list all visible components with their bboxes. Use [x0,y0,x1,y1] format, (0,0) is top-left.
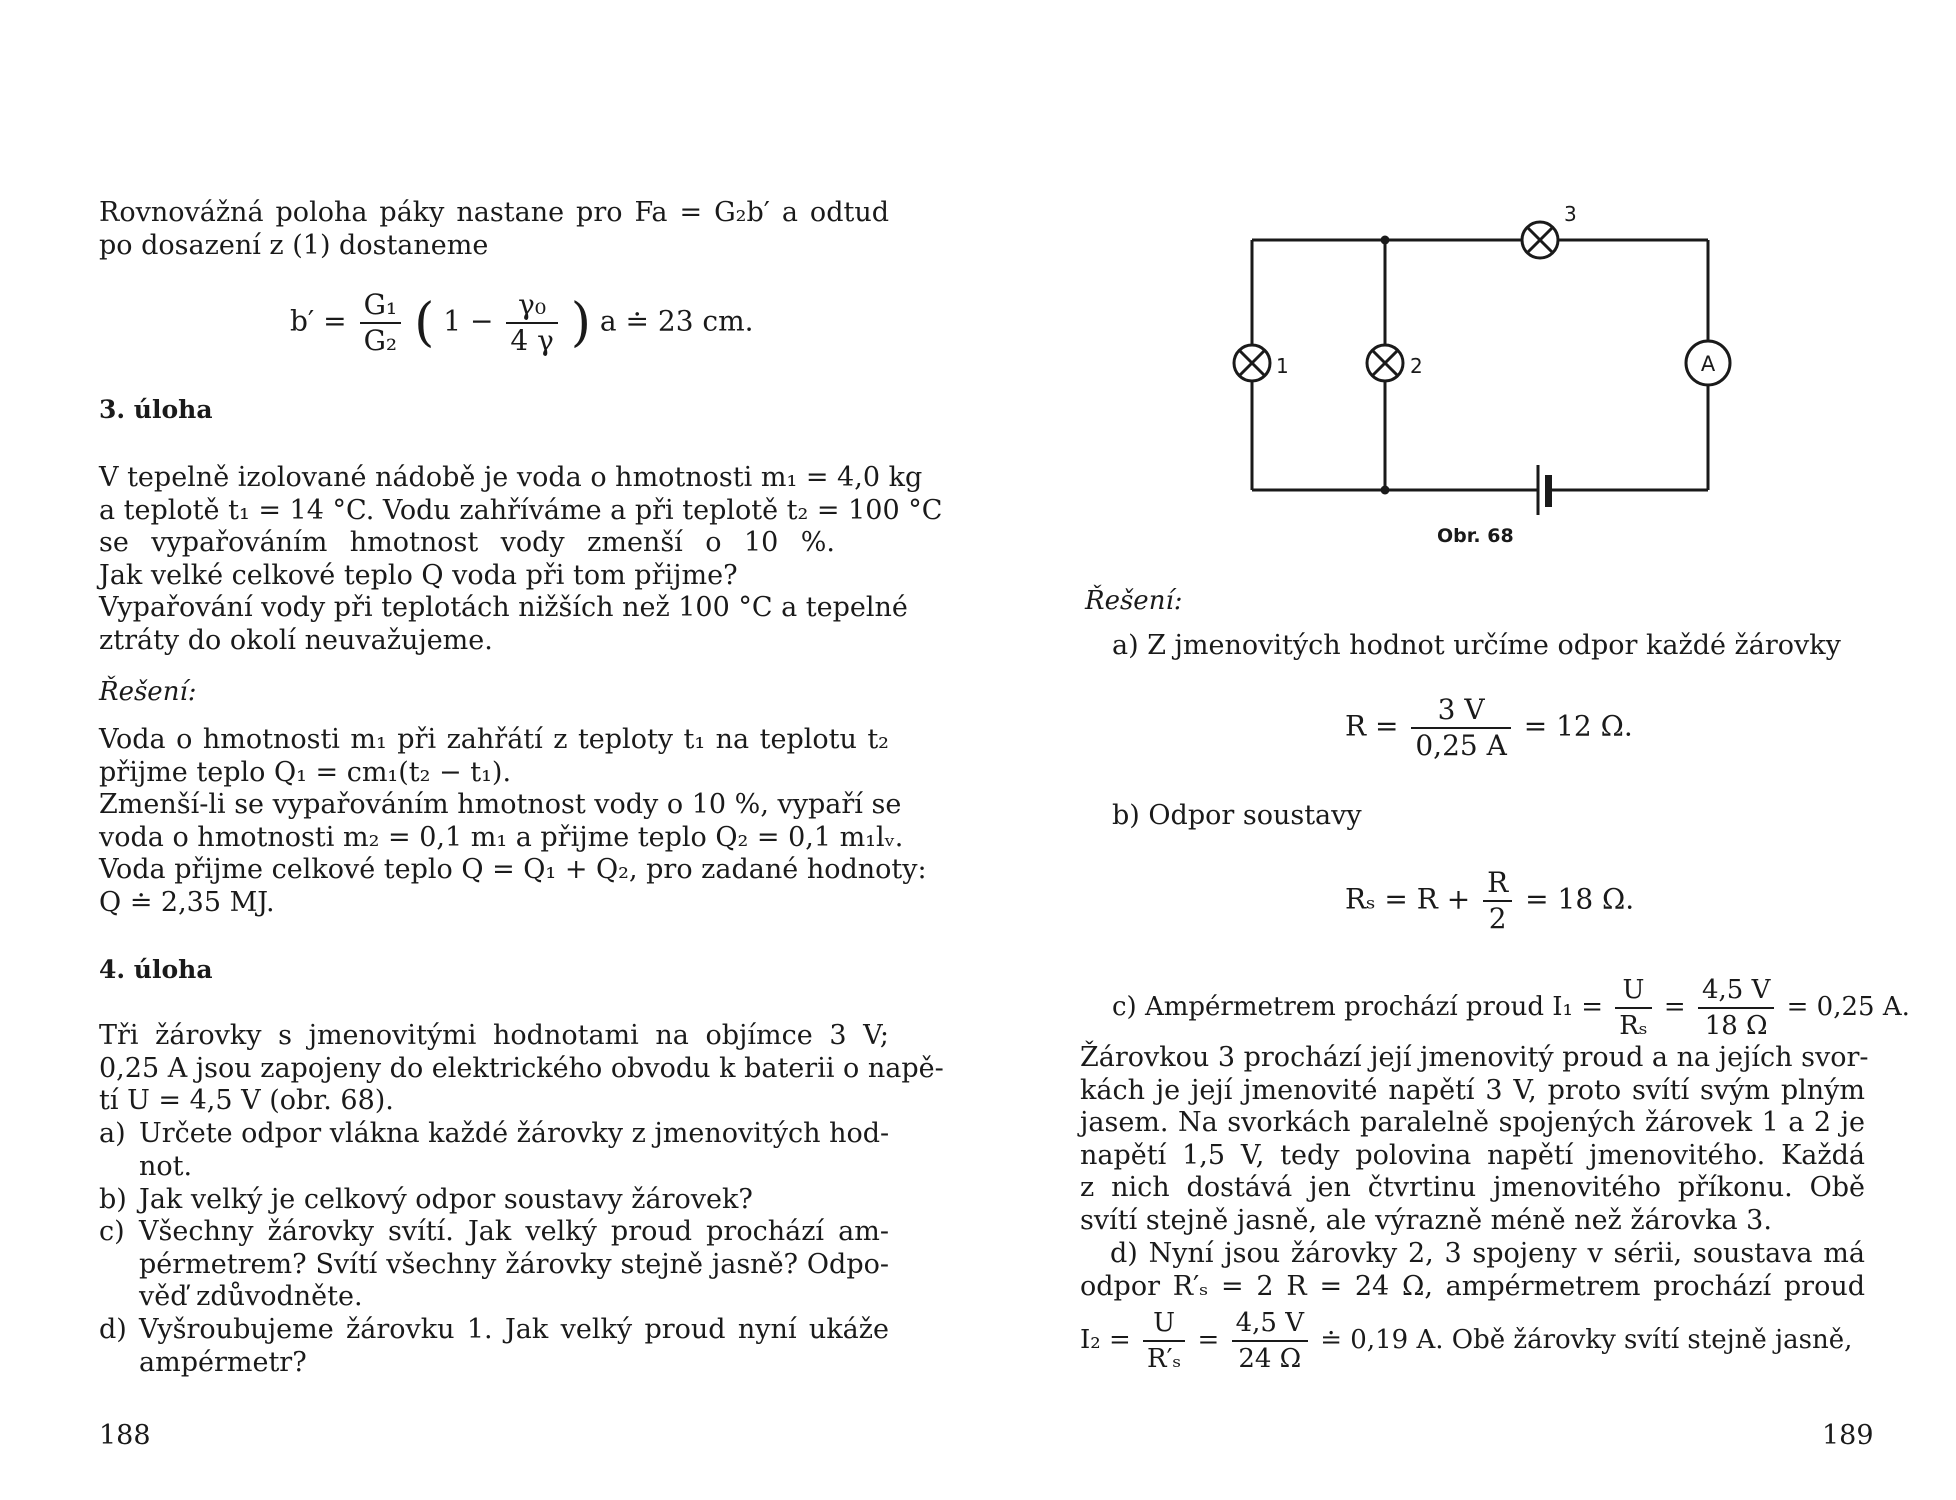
ammeter-label: A [1700,352,1716,376]
formula-lhs: Rₛ = R + [1345,882,1471,916]
question-label: b) [99,1184,127,1215]
question-line: not. [139,1150,193,1182]
reseni-label: Řešení: [99,677,197,707]
page-number-left: 188 [99,1420,151,1451]
task3-line: V tepelně izolované nádobě je voda o hmotnosti m₁ = 4,0 kg [99,462,923,493]
task3-line: Jak velké celkové teplo Q voda při tom přijme? [99,559,738,591]
bulb-3-icon [1522,222,1558,258]
bulb-2-icon [1367,345,1403,381]
paragraph-c-line: svítí stejně jasně, ale výrazně méně než žárovka 3. [1080,1204,1772,1236]
ammeter-icon [1686,341,1730,385]
question-a [99,1118,889,1183]
task3-line: ztráty do okolí neuvažujeme. [99,624,493,656]
question-line: Vyšroubujeme žárovku 1. Jak velký proud nyní ukáže [139,1314,889,1345]
part-c-formula [1112,975,1910,1041]
solution3-line: Q ≐ 2,35 MJ. [99,886,275,918]
intro-line: Rovnovážná poloha páky nastane pro Fa = G₂b′ a odtud [99,197,889,228]
question-b [99,1184,889,1217]
circuit-wires [1252,240,1708,490]
question-text [139,1118,889,1183]
question-text [139,1314,889,1379]
paragraph-d [1080,1238,1865,1303]
junction-dot [1381,236,1390,245]
fraction-gamma [506,290,557,356]
solution3-line: Voda o hmotnosti m₁ při zahřátí z teploty t₁ na teplotu t₂ [99,724,889,755]
battery-icon [1538,465,1552,515]
part-a-text: a) Z jmenovitých hodnot určíme odpor každé žárovky [1112,630,1841,661]
task4-line: tí U = 4,5 V (obr. 68). [99,1085,394,1116]
task3-heading: 3. úloha [99,395,213,424]
question-text [139,1184,889,1217]
solution3-line: voda o hmotnosti m₂ = 0,1 m₁ a přijme teplo Q₂ = 0,1 m₁lᵥ. [99,821,904,853]
paren-close: ) [570,293,592,353]
formula-rs [1345,868,1634,934]
fraction-r [1411,695,1510,761]
question-line: Jak velký je celkový odpor soustavy žárovek? [139,1184,753,1215]
formula-lhs: b′ = [290,304,347,338]
question-line: Všechny žárovky svítí. Jak velký proud prochází am- [139,1216,889,1247]
fraction-denominator: G₂ [363,324,398,357]
fraction-denominator: R′ₛ [1147,1344,1182,1374]
reseni-label-right: Řešení: [1085,586,1183,616]
bulb-2-label: 2 [1410,354,1423,378]
formula-lhs: R = [1345,709,1399,743]
fraction-denominator: 18 Ω [1704,1011,1768,1041]
bulb-1-icon [1234,345,1270,381]
question-line: pérmetrem? Svítí všechny žárovky stejně jasně? Odpo- [139,1248,889,1280]
fraction-g1-g2 [360,290,402,356]
formula-i2 [1080,1308,1852,1374]
equals-sign: = [1197,1325,1220,1355]
fraction-numerator: γ₀ [506,290,557,324]
bulb-1-label: 1 [1276,354,1289,378]
question-label: d) [99,1314,127,1345]
question-label: a) [99,1118,126,1149]
fraction-u-rs-prime [1143,1308,1185,1374]
intro-paragraph [99,197,889,262]
fraction-numerator: 3 V [1411,695,1510,729]
question-line: věď zdůvodněte. [139,1281,363,1312]
question-d [99,1314,889,1379]
formula-rhs: = 18 Ω. [1525,882,1635,916]
task3-line: se vypařováním hmotnost vody zmenší o 10 %. [99,527,835,558]
solution3-line: Voda přijme celkové teplo Q = Q₁ + Q₂, pro zadané hodnoty: [99,854,927,885]
formula-r [1345,695,1633,761]
task3-paragraph [99,462,943,657]
formula-tail: a ≐ 23 cm. [599,304,754,338]
paragraph-c-line: z nich dostává jen čtvrtinu jmenovitého příkonu. Obě [1080,1172,1865,1203]
fraction-u-rs [1615,975,1651,1041]
fraction-numerator: U [1143,1308,1185,1342]
question-label: c) [99,1216,125,1247]
task3-line: Vypařování vody při teplotách nižších než 100 °C a tepelné [99,592,908,623]
circuit-diagram [1220,195,1740,515]
question-c [99,1216,889,1314]
paren-open: ( [414,293,435,353]
solution3-line: přijme teplo Q₁ = cm₁(t₂ − t₁). [99,756,512,788]
fraction-denominator: 24 Ω [1238,1344,1302,1374]
paragraph-c-line: jasem. Na svorkách paralelně spojených žárovek 1 a 2 je [1080,1107,1865,1138]
fraction-45-18 [1698,975,1774,1041]
formula-rhs: ≐ 0,19 A. Obě žárovky svítí stejně jasně, [1320,1325,1853,1355]
task4-line: Tři žárovky s jmenovitými hodnotami na objímce 3 V; [99,1020,889,1051]
formula-rhs: = 12 Ω. [1523,709,1633,743]
page-number-right: 189 [1822,1420,1874,1451]
intro-line: po dosazení z (1) dostaneme [99,229,489,261]
fraction-numerator: R [1483,868,1512,902]
task4-paragraph [99,1020,944,1118]
fraction-denominator: 4 γ [510,324,554,357]
fraction-45-24 [1232,1308,1308,1374]
task4-heading: 4. úloha [99,955,213,984]
fraction-denominator: 0,25 A [1415,729,1507,762]
task4-line: 0,25 A jsou zapojeny do elektrického obvodu k baterii o napě- [99,1052,944,1084]
paragraph-d-line: odpor R′ₛ = 2 R = 24 Ω, ampérmetrem prochází proud [1080,1270,1865,1302]
paragraph-c-line: Žárovkou 3 prochází její jmenovitý proud a na jejích svor- [1080,1042,1869,1073]
part-b-text: b) Odpor soustavy [1112,800,1362,831]
fraction-denominator: 2 [1488,902,1507,935]
equals-sign: = [1663,992,1686,1022]
question-line: ampérmetr? [139,1346,307,1378]
formula-one-minus: 1 − [443,304,494,338]
fraction-numerator: 4,5 V [1232,1308,1308,1342]
fraction-numerator: G₁ [360,290,402,324]
fraction-numerator: U [1615,975,1651,1009]
part-c-rhs: = 0,25 A. [1786,992,1910,1022]
paragraph-d-line: d) Nyní jsou žárovky 2, 3 spojeny v sérii, soustava má [1110,1238,1865,1269]
paragraph-c [1080,1042,1869,1237]
fraction-rs [1483,868,1512,934]
paragraph-c-line: kách je její jmenovité napětí 3 V, proto svítí svým plným [1080,1074,1865,1106]
formula-b-prime [290,290,754,356]
solution3-paragraph [99,724,927,919]
part-c-prefix: c) Ampérmetrem prochází proud I₁ = [1112,992,1604,1022]
question-text [139,1216,889,1314]
bulb-3-label: 3 [1564,202,1577,226]
formula-lhs: I₂ = [1080,1325,1131,1355]
fraction-denominator: Rₛ [1619,1011,1648,1041]
figure-caption: Obr. 68 [1437,525,1514,547]
solution3-line: Zmenší-li se vypařováním hmotnost vody o 10 %, vypaří se [99,789,902,820]
fraction-numerator: 4,5 V [1698,975,1774,1009]
task3-line: a teplotě t₁ = 14 °C. Vodu zahříváme a při teplotě t₂ = 100 °C [99,494,943,526]
junction-dot [1381,486,1390,495]
question-line: Určete odpor vlákna každé žárovky z jmenovitých hod- [139,1118,890,1149]
paragraph-c-line: napětí 1,5 V, tedy polovina napětí jmenovitého. Každá [1080,1139,1865,1171]
